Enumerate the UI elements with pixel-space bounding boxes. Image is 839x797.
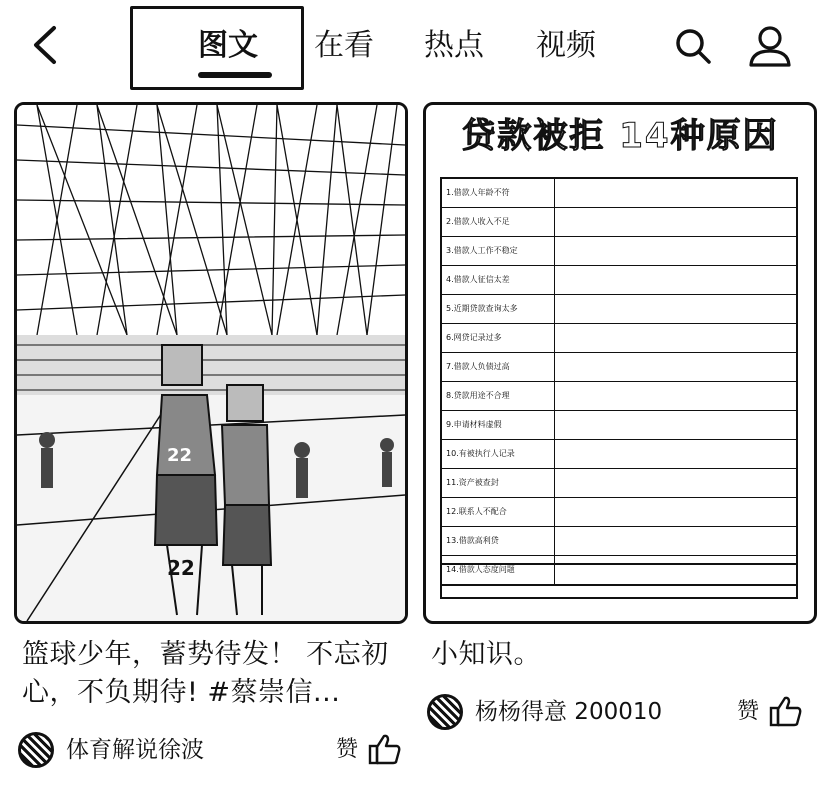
card-thumbnail-loan-poster[interactable] <box>423 102 817 624</box>
back-chevron-icon[interactable] <box>26 22 66 68</box>
like-label[interactable]: 赞 <box>737 699 760 724</box>
card-title-loan-tips[interactable]: 小知识。 <box>431 639 541 670</box>
avatar[interactable] <box>427 694 463 730</box>
table-row: 4.借款人征信太差 <box>442 266 796 295</box>
tab-shipin[interactable]: 视频 <box>536 28 596 63</box>
poster-footnote <box>440 563 798 599</box>
basketball-arena-illustration <box>17 105 405 621</box>
svg-text:22: 22 <box>167 556 195 580</box>
poster-reason-table <box>440 177 798 586</box>
avatar[interactable] <box>18 732 54 768</box>
feed-card-loan-tips[interactable] <box>423 102 817 725</box>
table-row: 3.借款人工作不稳定 <box>442 237 796 266</box>
top-navigation-bar <box>0 0 839 96</box>
user-profile-icon[interactable] <box>748 24 792 68</box>
tab-zaikan[interactable]: 在看 <box>314 28 374 63</box>
table-row: 7.借款人负债过高 <box>442 353 796 382</box>
table-row: 10.有被执行人记录 <box>442 440 796 469</box>
author-name[interactable]: 体育解说徐波 <box>66 737 204 763</box>
author-name[interactable]: 杨杨得意 200010 <box>475 699 663 725</box>
card-meta-basketball <box>18 732 406 772</box>
card-thumbnail-basketball-photo[interactable] <box>14 102 408 624</box>
svg-text:22: 22 <box>167 445 193 466</box>
table-row: 9.申请材料虚假 <box>442 411 796 440</box>
table-row: 1.借款人年龄不符 <box>442 179 796 208</box>
feed-card-basketball[interactable] <box>14 102 408 763</box>
search-icon[interactable] <box>673 26 713 66</box>
table-row: 2.借款人收入不足 <box>442 208 796 237</box>
card-title-basketball[interactable]: 篮球少年，蓄势待发！ 不忘初心，不负期待! #蔡崇信... <box>22 639 389 708</box>
table-row: 11.资产被查封 <box>442 469 796 498</box>
table-row: 6.网贷记录过多 <box>442 324 796 353</box>
poster-heading: 贷款被拒 14种原因 <box>461 116 779 156</box>
thumbs-up-icon[interactable] <box>769 694 803 728</box>
table-row: 12.联系人不配合 <box>442 498 796 527</box>
table-row: 8.贷款用途不合理 <box>442 382 796 411</box>
table-row: 5.近期贷款查询太多 <box>442 295 796 324</box>
like-label[interactable]: 赞 <box>336 737 359 762</box>
tab-tuwen[interactable]: 图文 <box>198 28 258 63</box>
active-tab-underline <box>198 72 272 78</box>
table-row: 13.借款高利贷 <box>442 527 796 556</box>
thumbs-up-icon[interactable] <box>368 732 402 766</box>
table-row: 14.借款人态度问题 <box>442 556 796 584</box>
card-meta-loan-tips <box>427 694 815 734</box>
tab-redian[interactable]: 热点 <box>424 28 484 63</box>
